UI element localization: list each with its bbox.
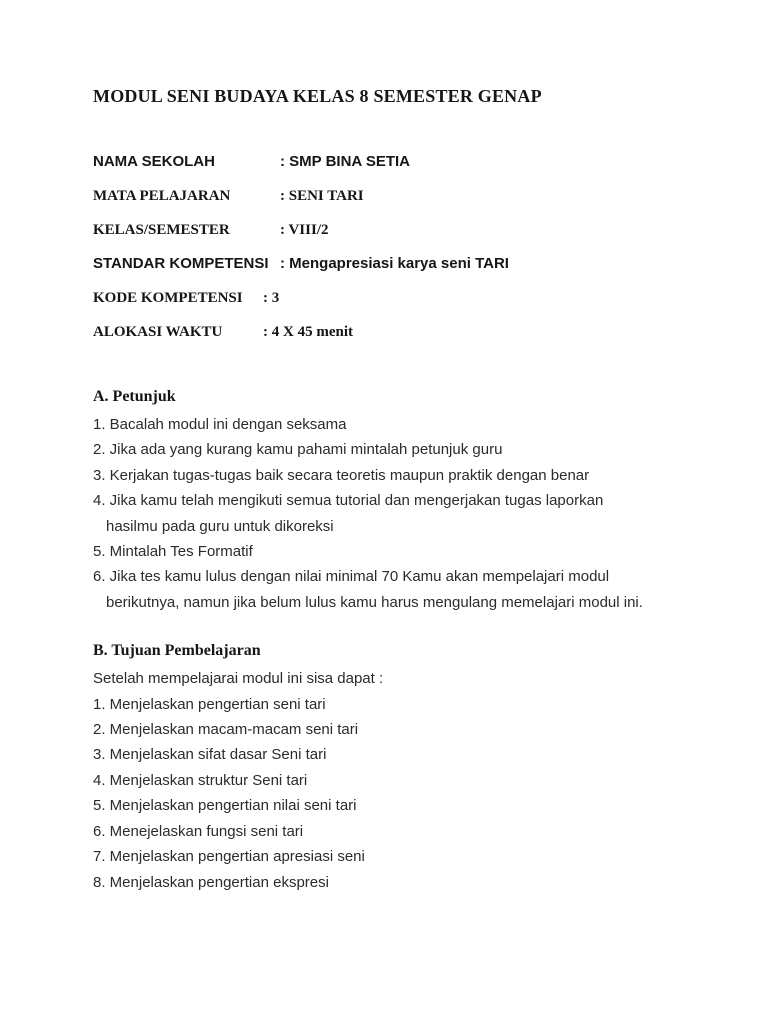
field-label: NAMA SEKOLAH [93,153,215,170]
field-label: ALOKASI WAKTU [93,324,223,340]
objective-line: 1. Menjelaskan pengertian seni tari [93,695,326,713]
objective-line: 8. Menjelaskan pengertian ekspresi [93,873,329,891]
instruction-line: 5. Mintalah Tes Formatif [93,543,253,561]
section-b-heading: B. Tujuan Pembelajaran [93,642,261,660]
field-value: : 3 [263,290,280,306]
field-value: : 4 X 45 menit [263,324,353,340]
instruction-line: 2. Jika ada yang kurang kamu pahami mintalah petunjuk guru [93,441,503,459]
objective-line: 4. Menjelaskan struktur Seni tari [93,771,308,789]
page-title: MODUL SENI BUDAYA KELAS 8 SEMESTER GENAP [93,86,542,106]
field-row-kelas-semester [93,222,738,238]
objective-line: 2. Menjelaskan macam-macam seni tari [93,721,359,739]
section-b-objectives [93,666,738,895]
field-label: KELAS/SEMESTER [93,222,230,238]
field-label: KODE KOMPETENSI [93,290,243,306]
field-label: STANDAR KOMPETENSI [93,255,269,272]
field-row-alokasi-waktu [93,324,738,340]
field-value: : SMP BINA SETIA [280,153,411,170]
instruction-line-continuation: hasilmu pada guru untuk dikoreksi [106,517,334,535]
instruction-line-continuation: berikutnya, namun jika belum lulus kamu harus mengulang memelajari modul ini. [106,593,643,611]
instruction-line: 3. Kerjakan tugas-tugas baik secara teoretis maupun praktik dengan benar [93,466,590,484]
section-a-heading: A. Petunjuk [93,388,176,405]
instruction-line: 4. Jika kamu telah mengikuti semua tutorial dan mengerjakan tugas laporkan [93,492,604,510]
field-row-mata-pelajaran [93,188,738,204]
instruction-line: 6. Jika tes kamu lulus dengan nilai minimal 70 Kamu akan mempelajari modul [93,568,610,586]
section-a-instructions [93,412,738,615]
field-label: MATA PELAJARAN [93,188,231,204]
field-value: : Mengapresiasi karya seni TARI [280,255,509,272]
field-row-kode-kompetensi [93,290,738,306]
instruction-line: 1. Bacalah modul ini dengan seksama [93,416,347,433]
field-value: : SENI TARI [280,188,364,204]
field-value: : VIII/2 [280,222,329,238]
objective-line: 6. Menejelaskan fungsi seni tari [93,822,304,840]
objective-line: 5. Menjelaskan pengertian nilai seni tari [93,797,357,815]
objectives-intro: Setelah mempelajarai modul ini sisa dapat : [93,670,384,688]
field-row-standar-kompetensi [93,256,738,272]
header-fields [93,154,738,340]
field-row-nama-sekolah [93,154,738,170]
objective-line: 3. Menjelaskan sifat dasar Seni tari [93,746,327,764]
objective-line: 7. Menjelaskan pengertian apresiasi seni [93,848,365,866]
